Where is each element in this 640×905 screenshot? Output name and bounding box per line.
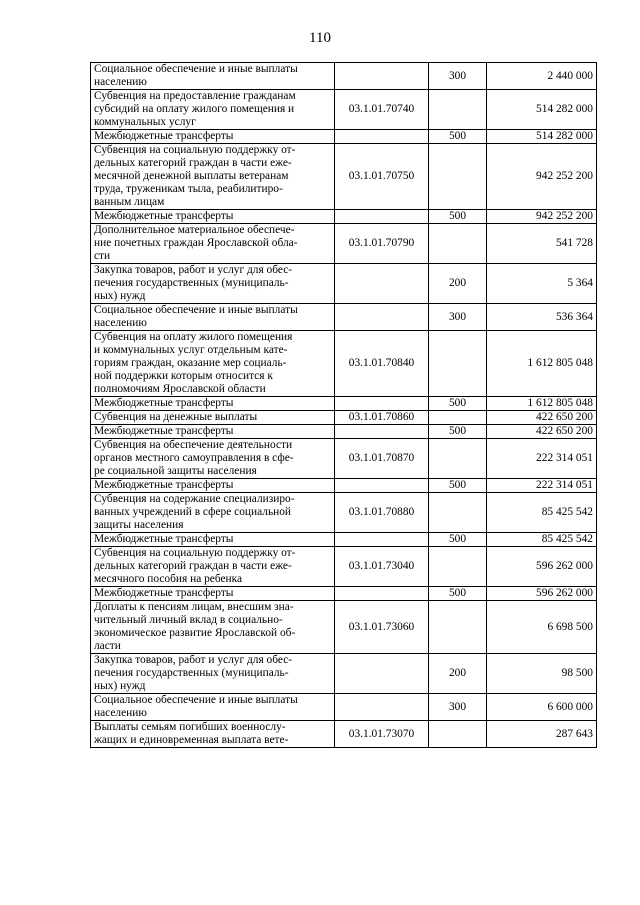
row-amount: 6 600 000: [487, 694, 597, 721]
table-row: [91, 694, 597, 721]
row-description: [91, 493, 335, 533]
row-target-code: [335, 694, 429, 721]
row-expense-type: 300: [429, 694, 487, 721]
description-line: Социальное обеспечение и иные выплаты: [94, 304, 298, 316]
table-row: [91, 493, 597, 533]
description-line: печения государственных (муниципаль-: [94, 667, 289, 679]
row-target-code: 03.1.01.73070: [335, 721, 429, 748]
description-line: жащих и единовременная выплата вете-: [94, 734, 289, 746]
description-line: дельных категорий граждан в части еже-: [94, 157, 292, 169]
row-expense-type: 500: [429, 210, 487, 224]
row-amount: 422 650 200: [487, 425, 597, 439]
description-line: печения государственных (муниципаль-: [94, 277, 289, 289]
row-amount: 596 262 000: [487, 587, 597, 601]
description-line: Межбюджетные трансферты: [94, 397, 234, 409]
table-row: [91, 533, 597, 547]
table-row: [91, 224, 597, 264]
row-target-code: 03.1.01.70740: [335, 90, 429, 130]
row-target-code: 03.1.01.70790: [335, 224, 429, 264]
row-target-code: [335, 264, 429, 304]
description-line: ласти: [94, 640, 121, 652]
row-expense-type: 500: [429, 130, 487, 144]
table-row: [91, 397, 597, 411]
description-line: месячного пособия на ребенка: [94, 573, 243, 585]
row-description: [91, 210, 335, 224]
description-line: ной поддержки которым относится к: [94, 370, 273, 382]
row-amount: 596 262 000: [487, 547, 597, 587]
row-description: [91, 331, 335, 397]
table-row: [91, 411, 597, 425]
table-row: [91, 587, 597, 601]
table-row: [91, 264, 597, 304]
table-row: [91, 90, 597, 130]
row-target-code: 03.1.01.70840: [335, 331, 429, 397]
row-description: [91, 479, 335, 493]
row-amount: 222 314 051: [487, 479, 597, 493]
row-target-code: 03.1.01.70870: [335, 439, 429, 479]
row-expense-type: 500: [429, 425, 487, 439]
description-line: коммунальных услуг: [94, 116, 196, 128]
row-amount: 2 440 000: [487, 63, 597, 90]
row-amount: 85 425 542: [487, 533, 597, 547]
row-expense-type: [429, 224, 487, 264]
description-line: Межбюджетные трансферты: [94, 479, 234, 491]
row-target-code: 03.1.01.73040: [335, 547, 429, 587]
description-line: Субвенция на обеспечение деятельности: [94, 439, 293, 451]
row-description: [91, 130, 335, 144]
row-target-code: [335, 397, 429, 411]
row-target-code: 03.1.01.73060: [335, 601, 429, 654]
row-description: [91, 224, 335, 264]
description-line: ние почетных граждан Ярославской обла-: [94, 237, 298, 249]
row-target-code: 03.1.01.70880: [335, 493, 429, 533]
row-amount: 422 650 200: [487, 411, 597, 425]
table-row: [91, 654, 597, 694]
row-amount: 1 612 805 048: [487, 331, 597, 397]
row-expense-type: [429, 411, 487, 425]
description-line: Социальное обеспечение и иные выплаты: [94, 63, 298, 75]
row-expense-type: [429, 439, 487, 479]
row-description: [91, 304, 335, 331]
description-line: населению: [94, 76, 147, 88]
description-line: сти: [94, 250, 111, 262]
row-target-code: [335, 304, 429, 331]
row-target-code: 03.1.01.70860: [335, 411, 429, 425]
row-expense-type: 500: [429, 479, 487, 493]
row-target-code: [335, 425, 429, 439]
row-amount: 6 698 500: [487, 601, 597, 654]
table-row: [91, 331, 597, 397]
table-row: [91, 439, 597, 479]
description-line: Межбюджетные трансферты: [94, 130, 234, 142]
row-description: [91, 439, 335, 479]
description-line: чительный личный вклад в социально-: [94, 614, 283, 626]
row-amount: 942 252 200: [487, 210, 597, 224]
row-description: [91, 533, 335, 547]
description-line: населению: [94, 707, 147, 719]
table-row: [91, 130, 597, 144]
row-description: [91, 63, 335, 90]
table-row: [91, 425, 597, 439]
row-target-code: [335, 587, 429, 601]
description-line: Закупка товаров, работ и услуг для обес-: [94, 654, 293, 666]
description-line: защиты населения: [94, 519, 184, 531]
row-expense-type: 500: [429, 533, 487, 547]
description-line: Субвенция на социальную поддержку от-: [94, 547, 296, 559]
description-line: дельных категорий граждан в части еже-: [94, 560, 292, 572]
row-target-code: [335, 533, 429, 547]
row-expense-type: 300: [429, 304, 487, 331]
row-amount: 5 364: [487, 264, 597, 304]
description-line: гориям граждан, оказание мер социаль-: [94, 357, 287, 369]
row-amount: 1 612 805 048: [487, 397, 597, 411]
row-expense-type: 300: [429, 63, 487, 90]
row-expense-type: [429, 90, 487, 130]
page-number: 110: [309, 30, 331, 46]
description-line: Дополнительное материальное обеспече-: [94, 224, 295, 236]
description-line: Субвенция на денежные выплаты: [94, 411, 258, 423]
description-line: Межбюджетные трансферты: [94, 210, 234, 222]
table-row: [91, 721, 597, 748]
row-expense-type: [429, 601, 487, 654]
row-amount: 98 500: [487, 654, 597, 694]
row-description: [91, 264, 335, 304]
table-row: [91, 601, 597, 654]
row-expense-type: 500: [429, 397, 487, 411]
row-expense-type: [429, 493, 487, 533]
row-description: [91, 547, 335, 587]
row-target-code: [335, 479, 429, 493]
row-target-code: [335, 210, 429, 224]
description-line: субсидий на оплату жилого помещения и: [94, 103, 295, 115]
row-target-code: [335, 654, 429, 694]
description-line: ре социальной защиты населения: [94, 465, 257, 477]
description-line: труда, труженикам тыла, реабилитиро-: [94, 183, 283, 195]
row-expense-type: [429, 547, 487, 587]
row-description: [91, 601, 335, 654]
description-line: и коммунальных услуг отдельным кате-: [94, 344, 288, 356]
budget-table-body: [91, 63, 597, 748]
description-line: Субвенция на предоставление гражданам: [94, 90, 296, 102]
row-target-code: 03.1.01.70750: [335, 144, 429, 210]
description-line: ванным лицам: [94, 196, 165, 208]
description-line: Субвенция на содержание специализиро-: [94, 493, 295, 505]
row-description: [91, 144, 335, 210]
row-amount: 514 282 000: [487, 90, 597, 130]
row-expense-type: 200: [429, 654, 487, 694]
row-amount: 536 364: [487, 304, 597, 331]
description-line: Закупка товаров, работ и услуг для обес-: [94, 264, 293, 276]
table-row: [91, 479, 597, 493]
row-amount: 287 643: [487, 721, 597, 748]
row-expense-type: 200: [429, 264, 487, 304]
row-description: [91, 654, 335, 694]
row-expense-type: [429, 144, 487, 210]
table-row: [91, 547, 597, 587]
row-amount: 942 252 200: [487, 144, 597, 210]
description-line: ных) нужд: [94, 290, 146, 302]
description-line: органов местного самоуправления в сфе-: [94, 452, 294, 464]
description-line: Выплаты семьям погибших военнослу-: [94, 721, 286, 733]
row-expense-type: [429, 721, 487, 748]
table-row: [91, 210, 597, 224]
row-description: [91, 694, 335, 721]
row-description: [91, 90, 335, 130]
description-line: Межбюджетные трансферты: [94, 533, 234, 545]
table-row: [91, 63, 597, 90]
row-expense-type: 500: [429, 587, 487, 601]
row-target-code: [335, 63, 429, 90]
row-description: [91, 397, 335, 411]
description-line: Межбюджетные трансферты: [94, 425, 234, 437]
table-row: [91, 304, 597, 331]
description-line: месячной денежной выплаты ветеранам: [94, 170, 289, 182]
row-target-code: [335, 130, 429, 144]
description-line: Субвенция на социальную поддержку от-: [94, 144, 296, 156]
description-line: Межбюджетные трансферты: [94, 587, 234, 599]
description-line: ных) нужд: [94, 680, 146, 692]
row-amount: 85 425 542: [487, 493, 597, 533]
row-description: [91, 411, 335, 425]
row-expense-type: [429, 331, 487, 397]
description-line: полномочиям Ярославской области: [94, 383, 266, 395]
description-line: ванных учреждений в сфере социальной: [94, 506, 292, 518]
row-amount: 514 282 000: [487, 130, 597, 144]
description-line: Доплаты к пенсиям лицам, внесшим зна-: [94, 601, 294, 613]
description-line: населению: [94, 317, 147, 329]
row-description: [91, 425, 335, 439]
row-description: [91, 721, 335, 748]
description-line: экономическое развитие Ярославской об-: [94, 627, 296, 639]
description-line: Субвенция на оплату жилого помещения: [94, 331, 293, 343]
row-description: [91, 587, 335, 601]
row-amount: 222 314 051: [487, 439, 597, 479]
row-amount: 541 728: [487, 224, 597, 264]
description-line: Социальное обеспечение и иные выплаты: [94, 694, 298, 706]
table-row: [91, 144, 597, 210]
budget-table: [90, 62, 597, 748]
